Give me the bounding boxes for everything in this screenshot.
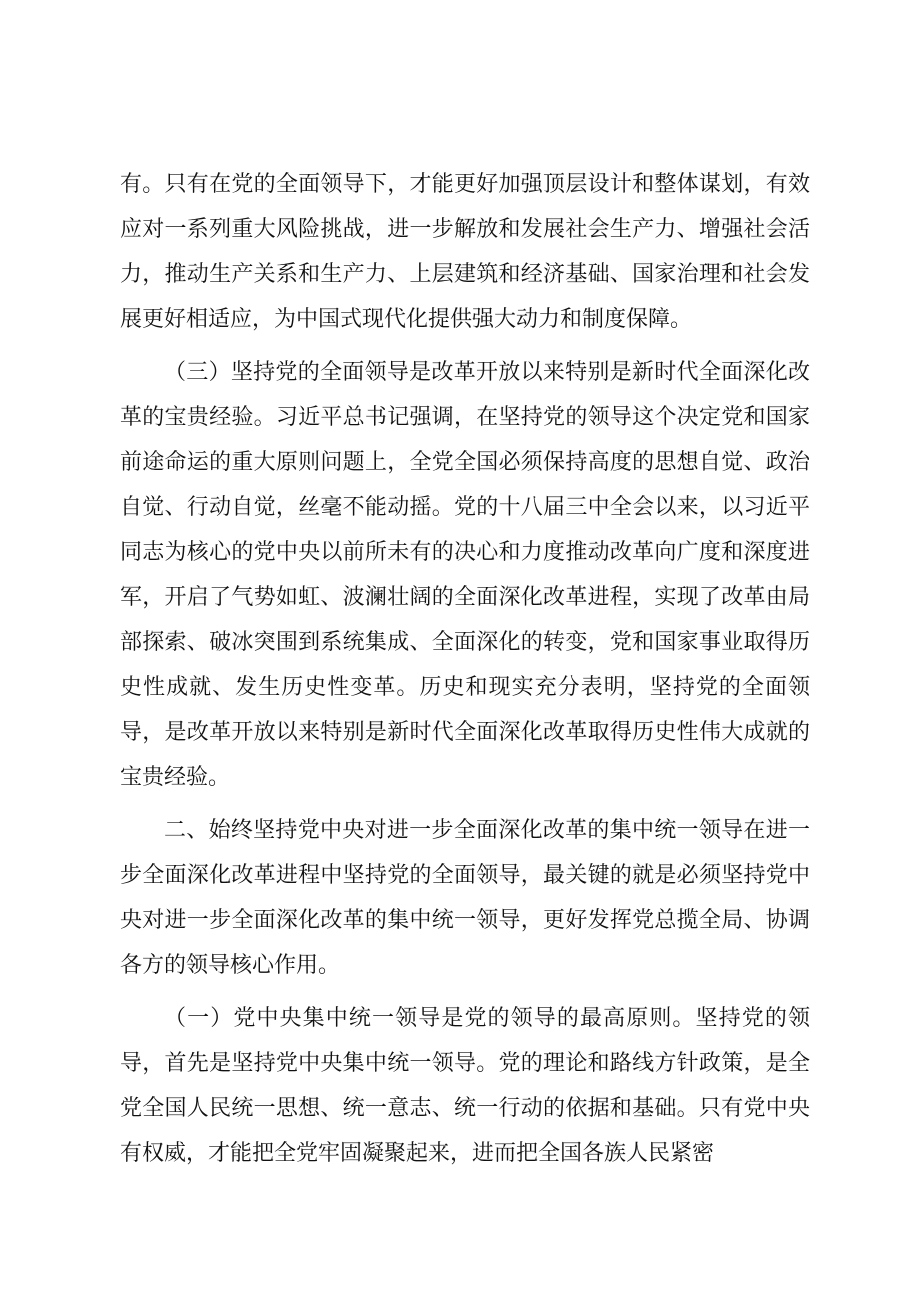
paragraph-section-one: （一）党中央集中统一领导是党的领导的最高原则。坚持党的领导，首先是坚持党中央集中统一领导。党的理论和路线方针政策，是全党全国人民统一思想、统一意志、统一行动的依据和基础。只有党中央有权威，才能把全党牢固凝聚起来，进而把全国各族人民紧密: [120, 1006, 810, 1166]
paragraph-section-three: （三）坚持党的全面领导是改革开放以来特别是新时代全面深化改革的宝贵经验。习近平总书记强调，在坚持党的领导这个决定党和国家前途命运的重大原则问题上，全党全国必须保持高度的思想自觉、政治自觉、行动自觉，丝毫不能动摇。党的十八届三中全会以来，以习近平同志为核心的党中央以前所未有的决心和力度推动改革向广度和深度进军，开启了气势如虹、波澜壮阔的全面深化改革进程，实现了改革由局部探索、破冰突围到系统集成、全面深化的转变，党和国家事业取得历史性成就、发生历史性变革。历史和现实充分表明，坚持党的全面领导，是改革开放以来特别是新时代全面深化改革取得历史性伟大成就的宝贵经验。: [120, 360, 810, 790]
paragraph-continued: 有。只有在党的全面领导下，才能更好加强顶层设计和整体谋划，有效应对一系列重大风险挑战，进一步解放和发展社会生产力、增强社会活力，推动生产关系和生产力、上层建筑和经济基础、国家治理和社会发展更好相适应，为中国式现代化提供强大动力和制度保障。: [120, 172, 810, 332]
paragraph-heading-two: 二、始终坚持党中央对进一步全面深化改革的集中统一领导在进一步全面深化改革进程中坚持党的全面领导，最关键的就是必须坚持党中央对进一步全面深化改革的集中统一领导，更好发挥党总揽全局、协调各方的领导核心作用。: [120, 818, 810, 978]
document-body: [120, 162, 810, 1184]
